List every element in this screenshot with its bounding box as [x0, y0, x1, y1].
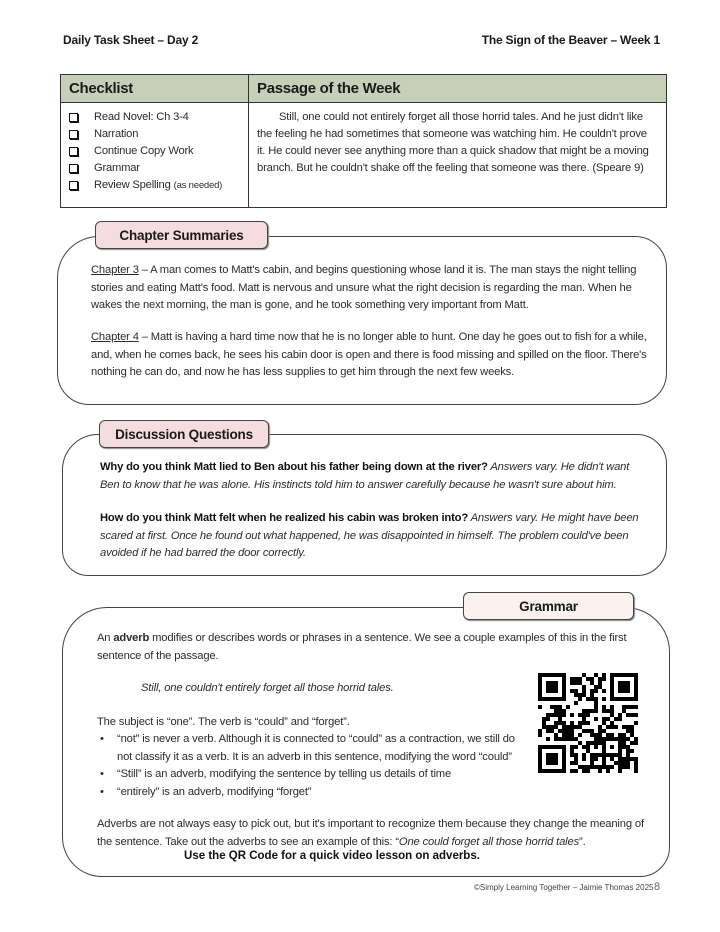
qr-module — [594, 685, 598, 689]
discussion-question: Why do you think Matt lied to Ben about his father being down at the river? — [100, 461, 488, 473]
qr-module — [630, 713, 634, 717]
checklist-item[interactable] — [69, 126, 240, 143]
qr-module — [622, 737, 626, 741]
checklist-item-label: Grammar — [94, 162, 140, 174]
qr-module — [598, 681, 602, 685]
qr-module — [562, 709, 566, 713]
qr-module — [570, 737, 574, 741]
qr-module — [634, 765, 638, 769]
discussion-item — [100, 459, 645, 494]
grammar-intro — [97, 630, 657, 665]
qr-module — [566, 725, 570, 729]
qr-module — [558, 721, 562, 725]
qr-module — [574, 737, 578, 741]
qr-module — [546, 713, 550, 717]
qr-module — [598, 765, 602, 769]
qr-module — [586, 677, 590, 681]
checklist-item[interactable] — [69, 109, 240, 126]
qr-module — [626, 713, 630, 717]
qr-module — [574, 761, 578, 765]
qr-module — [626, 725, 630, 729]
qr-module — [610, 721, 614, 725]
qr-module — [630, 725, 634, 729]
grammar-bullets — [97, 731, 527, 801]
qr-module — [574, 677, 578, 681]
qr-module — [582, 769, 586, 773]
qr-module — [574, 757, 578, 761]
qr-module — [546, 729, 550, 733]
qr-module — [598, 753, 602, 757]
qr-module — [630, 729, 634, 733]
qr-module — [606, 717, 610, 721]
qr-module — [570, 689, 574, 693]
qr-module — [570, 745, 574, 749]
qr-module — [634, 757, 638, 761]
checklist-item-note: (as needed) — [173, 180, 223, 191]
qr-module — [618, 713, 622, 717]
qr-module — [594, 741, 598, 745]
checklist-item-label: Continue Copy Work — [94, 145, 194, 157]
qr-module — [550, 725, 554, 729]
qr-module — [590, 697, 594, 701]
qr-code-icon[interactable] — [538, 673, 638, 773]
qr-module — [622, 765, 626, 769]
qr-module — [602, 689, 606, 693]
qr-module — [606, 733, 610, 737]
qr-module — [614, 761, 618, 765]
qr-module — [626, 765, 630, 769]
qr-module — [554, 705, 558, 709]
chapter-summary — [91, 329, 651, 382]
qr-module — [602, 717, 606, 721]
qr-module — [598, 733, 602, 737]
qr-module — [630, 733, 634, 737]
qr-module — [582, 765, 586, 769]
qr-module — [578, 725, 582, 729]
qr-module — [610, 705, 614, 709]
qr-module — [586, 713, 590, 717]
qr-module — [586, 745, 590, 749]
qr-module — [634, 721, 638, 725]
qr-module — [602, 721, 606, 725]
passage-column — [249, 75, 666, 207]
qr-module — [586, 721, 590, 725]
qr-module — [570, 681, 574, 685]
qr-module — [610, 745, 614, 749]
grammar-intro-suffix: modifies or describes words or phrases in a sentence. We see a couple examples of this in the first sentence of the passage. — [97, 632, 627, 662]
qr-module — [602, 705, 606, 709]
checklist — [61, 103, 248, 200]
qr-module — [614, 725, 618, 729]
qr-module — [626, 761, 630, 765]
qr-module — [594, 737, 598, 741]
chapter-summaries-heading: Chapter Summaries — [95, 221, 268, 249]
qr-module — [594, 757, 598, 761]
qr-module — [602, 709, 606, 713]
qr-module — [622, 761, 626, 765]
qr-module — [542, 717, 546, 721]
qr-module — [634, 741, 638, 745]
qr-module — [610, 733, 614, 737]
qr-module — [618, 765, 622, 769]
qr-module — [594, 697, 598, 701]
qr-module — [570, 725, 574, 729]
qr-module — [554, 713, 558, 717]
qr-module — [586, 729, 590, 733]
qr-module — [554, 733, 558, 737]
checkbox-icon[interactable] — [69, 113, 78, 122]
qr-module — [618, 681, 630, 693]
qr-module — [558, 717, 562, 721]
checkbox-icon[interactable] — [69, 181, 78, 190]
qr-module — [582, 729, 586, 733]
qr-module — [582, 745, 586, 749]
qr-module — [626, 753, 630, 757]
qr-module — [582, 757, 586, 761]
qr-module — [586, 765, 590, 769]
qr-module — [538, 705, 542, 709]
qr-module — [554, 737, 558, 741]
qr-module — [630, 749, 634, 753]
qr-module — [590, 729, 594, 733]
qr-module — [558, 729, 562, 733]
qr-module — [554, 725, 558, 729]
qr-module — [554, 721, 558, 725]
qr-module — [594, 733, 598, 737]
qr-module — [566, 729, 570, 733]
qr-module — [566, 733, 570, 737]
qr-module — [590, 741, 594, 745]
qr-module — [622, 745, 626, 749]
qr-module — [590, 733, 594, 737]
qr-module — [558, 713, 562, 717]
checkbox-icon[interactable] — [69, 164, 78, 173]
grammar-closing-example: One could forget all those horrid tales — [398, 835, 580, 848]
checklist-item[interactable] — [69, 177, 240, 194]
qr-module — [622, 709, 626, 713]
checklist-item-label: Narration — [94, 128, 139, 140]
discussion-item — [100, 510, 645, 563]
qr-module — [606, 769, 610, 773]
qr-module — [562, 725, 566, 729]
qr-module — [630, 705, 634, 709]
qr-module — [546, 737, 550, 741]
chapter-summary — [91, 262, 651, 315]
qr-module — [606, 709, 610, 713]
qr-module — [578, 721, 582, 725]
qr-module — [594, 701, 598, 705]
qr-module — [590, 757, 594, 761]
qr-module — [594, 753, 598, 757]
qr-module — [550, 729, 554, 733]
qr-module — [562, 721, 566, 725]
grammar-closing — [97, 816, 657, 851]
qr-module — [558, 705, 562, 709]
qr-module — [626, 737, 630, 741]
qr-module — [562, 733, 566, 737]
qr-module — [578, 713, 582, 717]
qr-module — [634, 761, 638, 765]
qr-module — [582, 753, 586, 757]
qr-module — [626, 757, 630, 761]
qr-module — [578, 677, 582, 681]
qr-module — [610, 765, 614, 769]
qr-module — [570, 749, 574, 753]
qr-module — [622, 733, 626, 737]
qr-module — [558, 709, 562, 713]
grammar-intro-prefix: An — [97, 632, 114, 644]
qr-module — [594, 717, 598, 721]
qr-module — [594, 709, 598, 713]
grammar-subject-line: The subject is “one”. The verb is “could” and “forget”. — [97, 716, 350, 728]
qr-module — [606, 765, 610, 769]
qr-module — [578, 681, 582, 685]
chapter-summary-text: – Matt is having a hard time now that he is no longer able to hunt. One day he goes out to fish for a while, and, when he comes back, he sees his cabin door is open and there is food missing and spilled on the floor. There's nothing he can do, and now he has less supplies to get him through the next few weeks. — [91, 331, 647, 378]
grammar-bullet: • “not” is never a verb. Although it is connected to “could” as a contraction, we still do not classify it as a verb. It is an adverb in this sentence, modifying the word “could” — [97, 731, 527, 766]
qr-module — [598, 737, 602, 741]
qr-module — [598, 741, 602, 745]
qr-module — [558, 737, 562, 741]
qr-module — [630, 741, 634, 745]
page-header-left: Daily Task Sheet – Day 2 — [63, 33, 199, 47]
qr-module — [570, 733, 574, 737]
qr-module — [610, 725, 614, 729]
qr-module — [634, 737, 638, 741]
qr-module — [634, 705, 638, 709]
qr-module — [602, 765, 606, 769]
copyright-footer: ©Simply Learning Together – Jaimie Thomas 2025 — [474, 883, 654, 892]
qr-module — [602, 673, 606, 677]
qr-module — [594, 705, 598, 709]
qr-module — [546, 725, 550, 729]
qr-module — [626, 745, 630, 749]
qr-module — [598, 685, 602, 689]
qr-module — [578, 733, 582, 737]
discussion-question: How do you think Matt felt when he realized his cabin was broken into? — [100, 512, 469, 524]
qr-module — [606, 725, 610, 729]
qr-module — [626, 705, 630, 709]
checkbox-icon[interactable] — [69, 130, 78, 139]
checklist-item-label: Read Novel: Ch 3-4 — [94, 111, 189, 123]
qr-module — [582, 673, 586, 677]
chapter-summary-text: – A man comes to Matt's cabin, and begins questioning whose land it is. The man stays the night telling stories and eating Matt's food. Matt is nervous and unsure what the right decision is regarding the man. When he wakes the next morning, the man is gone, and he took something very important from Matt. — [91, 264, 637, 311]
qr-module — [590, 689, 594, 693]
discussion-questions-heading: Discussion Questions — [99, 420, 269, 448]
qr-module — [630, 757, 634, 761]
grammar-bullet: • “entirely” is an adverb, modifying “forget” — [97, 784, 527, 802]
checklist-column — [61, 75, 249, 207]
qr-module — [538, 729, 542, 733]
qr-module — [542, 721, 546, 725]
qr-module — [618, 761, 622, 765]
qr-module — [586, 697, 590, 701]
qr-module — [582, 685, 586, 689]
qr-module — [594, 765, 598, 769]
qr-module — [562, 737, 566, 741]
qr-module — [570, 677, 574, 681]
qr-module — [570, 769, 574, 773]
qr-module — [602, 729, 606, 733]
passage-heading: Passage of the Week — [249, 75, 666, 103]
qr-module — [598, 677, 602, 681]
qr-module — [582, 689, 586, 693]
qr-module — [634, 713, 638, 717]
qr-module — [590, 761, 594, 765]
grammar-closing-suffix: ”. — [579, 835, 586, 848]
qr-module — [586, 709, 590, 713]
qr-module — [582, 721, 586, 725]
qr-module — [578, 765, 582, 769]
qr-module — [578, 693, 582, 697]
grammar-bullet: • “Still” is an adverb, modifying the sentence by telling us details of time — [97, 766, 527, 784]
qr-module — [582, 713, 586, 717]
qr-module — [578, 697, 582, 701]
qr-module — [538, 733, 542, 737]
qr-module — [582, 717, 586, 721]
qr-module — [554, 709, 558, 713]
qr-module — [574, 693, 578, 697]
qr-module — [574, 701, 578, 705]
qr-module — [546, 681, 558, 693]
chapter-label: Chapter 4 — [91, 331, 139, 343]
page-header-right: The Sign of the Beaver – Week 1 — [481, 33, 660, 47]
qr-module — [610, 757, 614, 761]
qr-module — [618, 769, 622, 773]
qr-module — [582, 709, 586, 713]
qr-module — [618, 733, 622, 737]
qr-module — [622, 725, 626, 729]
qr-module — [574, 769, 578, 773]
qr-module — [582, 693, 586, 697]
qr-module — [574, 681, 578, 685]
qr-module — [570, 713, 574, 717]
discussion-answer: Answers vary. He might have been scared at first. Once he found out what happened, he was disappointed in himself. The problem could've been avoided if he had barred the door correctly. — [100, 512, 639, 559]
qr-module — [622, 705, 626, 709]
qr-module — [602, 697, 606, 701]
qr-module — [578, 741, 582, 745]
qr-module — [618, 757, 622, 761]
qr-module — [574, 725, 578, 729]
qr-module — [590, 709, 594, 713]
qr-module — [602, 757, 606, 761]
checklist-heading: Checklist — [61, 75, 248, 103]
checkbox-icon[interactable] — [69, 147, 78, 156]
qr-module — [586, 749, 590, 753]
qr-module — [610, 713, 614, 717]
qr-module — [590, 765, 594, 769]
qr-module — [574, 753, 578, 757]
qr-module — [546, 753, 558, 765]
passage-text: Still, one could not entirely forget all those horrid tales. And he just didn't like the feeling he had sometimes that someone was watching him. He couldn't prove it. He could never see anything more than a quick shadow that might be a moving branch. But he couldn't shake off the feeling that someone was there. (Speare 9) — [257, 111, 649, 174]
qr-module — [550, 705, 554, 709]
qr-module — [590, 681, 594, 685]
qr-module — [590, 677, 594, 681]
checklist-item[interactable] — [69, 143, 240, 160]
qr-module — [590, 693, 594, 697]
qr-module — [626, 729, 630, 733]
checklist-item[interactable] — [69, 160, 240, 177]
grammar-heading: Grammar — [463, 592, 634, 620]
qr-module — [586, 741, 590, 745]
qr-module — [546, 717, 550, 721]
qr-module — [566, 705, 570, 709]
qr-module — [562, 729, 566, 733]
grammar-qr-instruction: Use the QR Code for a quick video lesson on adverbs. — [184, 850, 480, 862]
qr-module — [602, 761, 606, 765]
qr-module — [610, 709, 614, 713]
grammar-term: adverb — [113, 632, 150, 644]
qr-module — [594, 673, 598, 677]
qr-module — [618, 717, 622, 721]
qr-module — [614, 717, 618, 721]
qr-module — [594, 689, 598, 693]
qr-module — [622, 741, 626, 745]
qr-module — [622, 757, 626, 761]
qr-module — [574, 689, 578, 693]
qr-module — [586, 769, 590, 773]
qr-module — [598, 725, 602, 729]
qr-module — [598, 729, 602, 733]
qr-module — [570, 753, 574, 757]
grammar-closing-prefix: Adverbs are not always easy to pick out, but it's important to recognize them because they change the meaning of the sentence. Take out the adverbs to see an example of this: “ — [97, 818, 644, 848]
checklist-item-label: Review Spelling — [94, 179, 171, 191]
qr-module — [570, 761, 574, 765]
qr-module — [542, 725, 546, 729]
qr-module — [598, 769, 602, 773]
qr-module — [602, 677, 606, 681]
chapter-label: Chapter 3 — [91, 264, 139, 276]
qr-module — [626, 749, 630, 753]
qr-module — [574, 745, 578, 749]
discussion-answer: Answers vary. He didn't want Ben to know that he was alone. His instincts told him to answer carefully because he wasn't sure about him. — [100, 461, 630, 491]
qr-module — [570, 729, 574, 733]
grammar-example-sentence: Still, one couldn't entirely forget all those horrid tales. — [141, 682, 394, 694]
qr-module — [634, 769, 638, 773]
qr-module — [570, 721, 574, 725]
qr-module — [562, 713, 566, 717]
qr-module — [566, 737, 570, 741]
qr-module — [550, 713, 554, 717]
qr-module — [594, 745, 598, 749]
checklist-passage-table — [60, 74, 667, 208]
page-number: 8 — [654, 881, 661, 893]
qr-module — [590, 753, 594, 757]
